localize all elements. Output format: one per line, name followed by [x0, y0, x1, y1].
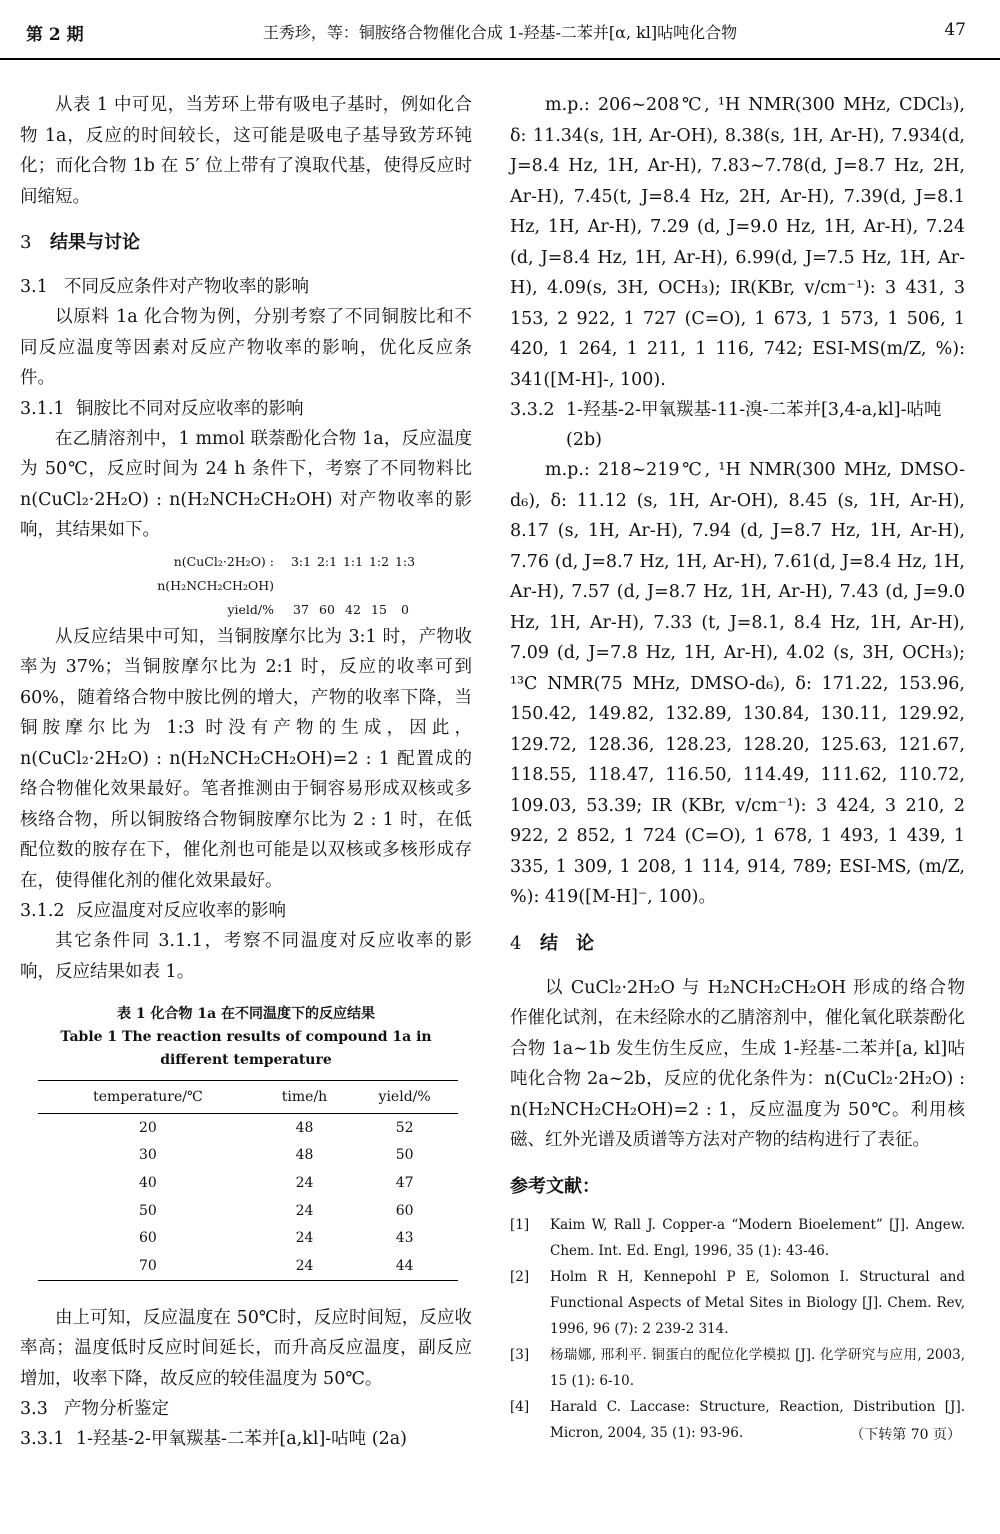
running-header [0, 0, 1000, 60]
section-3-1-1-heading: 3.1.1 铜胺比不同对反应收率的影响 [20, 398, 304, 419]
table-cell: 44 [351, 1252, 458, 1280]
table-cell: 48 [295, 1119, 314, 1136]
ratio-value: 3:1 [290, 553, 312, 569]
table-header-row [38, 1081, 458, 1114]
table-row [38, 1252, 458, 1280]
page-number: 47 [944, 20, 966, 40]
table-row [38, 1114, 458, 1142]
section-3-3-1-heading: 3.3.1 1-羟基-2-甲氧羰基-二苯并[a,kl]-呫吨 (2a) [20, 1429, 407, 1450]
right-column [510, 90, 965, 1444]
section-4-heading: 4 结 论 [510, 932, 594, 954]
table-cell: 48 [295, 1147, 314, 1164]
table-caption-en-2: different temperature [160, 1052, 332, 1068]
section-3-1-heading: 3.1 不同反应条件对产物收率的影响 [20, 277, 309, 297]
running-title: 王秀珍，等：铜胺络合物催化合成 1-羟基-二苯并[α, kl]呫吨化合物 [262, 23, 738, 42]
ratio-discussion-paragraph: 从反应结果中可知，当铜胺摩尔比为 3:1 时，产物收率为 37%；当铜胺摩尔比为 2:1 时，反应的收率可到 60%，随着络合物中胺比例的增大，产物的收率下降，当铜胺摩尔比为 1:3 时没有产物的生成，因此，n(CuCl₂·2H₂O) : n(H₂NCH₂CH₂OH)=2 : 1 配置成的络合物催化效果最好。笔者推测由于铜容易形成双核或多核络合物，所以铜胺络合物铜胺摩尔比为 2 : 1 时，在低配位数的胺存在下，催化剂也可能是以双核或多核形成存在，使得催化剂的催化效果最好。 [20, 626, 472, 891]
table-caption-en-1: Table 1 The reaction results of compound 1a in [60, 1029, 432, 1045]
issue-label: 第 2 期 [26, 25, 84, 45]
table-row [38, 1169, 458, 1197]
section-3-3-heading: 3.3 产物分析鉴定 [20, 1399, 169, 1420]
table-cell: 40 [138, 1174, 157, 1191]
reference-list [510, 1212, 965, 1446]
section-3-1-1-paragraph: 在乙腈溶剂中，1 mmol 联萘酚化合物 1a，反应温度为 50℃，反应时间为 24 h 条件下，考察了不同物料比 n(CuCl₂·2H₂O) : n(H₂NCH₂CH₂OH) 对产物收率的影响，其结果如下。 [20, 428, 472, 540]
yield-value: 60 [319, 601, 335, 617]
yield-value: 0 [401, 601, 409, 617]
yield-value: 37 [293, 601, 309, 617]
ratio-value: 1:2 [368, 553, 390, 569]
ratio-label: n(CuCl₂·2H₂O) : n(H₂NCH₂CH₂OH) [157, 553, 274, 593]
section-3-heading: 3 结果与讨论 [20, 232, 140, 253]
table-cell: 30 [138, 1147, 157, 1164]
reference-item: [2] Holm R H, Kennepohl P E, Solomon I. Structural and Functional Aspects of Metal Sites in Biology [J]. Chem. Rev, 1996, 96 (7): 2 239-2 314. [510, 1268, 965, 1337]
table-cell: 24 [295, 1230, 314, 1247]
table-row [38, 1197, 458, 1225]
ratio-value: 1:1 [342, 553, 364, 569]
section-3-1-2-heading: 3.1.2 反应温度对反应收率的影响 [20, 901, 286, 921]
results-table [38, 1080, 458, 1281]
section-3-1-2-paragraph: 其它条件同 3.1.1，考察不同温度对反应收率的影响，反应结果如表 1。 [20, 931, 472, 982]
yield-value: 15 [371, 601, 387, 617]
table-cell: 60 [138, 1230, 157, 1247]
yield-label: yield/% [227, 601, 274, 617]
compound-2b-data: m.p.: 218~219℃, ¹H NMR(300 MHz, DMSO-d₆), δ: 11.12 (s, 1H, Ar-OH), 8.45 (s, 1H, Ar-H), 8.17 (s, 1H, Ar-H), 7.94 (d, J=8.7 Hz, 1H, Ar-H), 7.76 (d, J=8.7 Hz, 1H, Ar-H), 7.61(d, J=8.4 Hz, 1H, Ar-H), 7.57 (d, J=8.7 Hz, 1H, Ar-H), 7.43 (d, J=9.0 Hz, 1H, Ar-H), 7.33 (t, J=8.1, 8.4 Hz, 1H, Ar-H), 7.09 (d, J=7.8 Hz, 1H, Ar-H), 4.02 (s, 3H, OCH₃); ¹³C NMR(75 MHz, DMSO-d₆), δ: 171.22, 153.96, 150.42, 149.82, 132.89, 130.84, 130.11, 129.92, 129.72, 128.36, 128.23, 128.20, 125.63, 121.67, 118.55, 118.47, 116.50, 114.49, 111.62, 110.72, 109.03, 53.39; IR (KBr, v/cm⁻¹): 3 424, 3 210, 2 922, 2 852, 1 724 (C=O), 1 678, 1 493, 1 439, 1 335, 1 309, 1 208, 1 114, 914, 789; ESI-MS, (m/Z, %): 419([M-H]⁻, 100)。 [510, 460, 965, 907]
table-caption-cn: 表 1 化合物 1a 在不同温度下的反应结果 [116, 1006, 376, 1022]
table-cell: 24 [258, 1252, 351, 1280]
table-caption [20, 1003, 472, 1072]
table-row [38, 1142, 458, 1170]
continued-note: （下转第 70 页） [850, 1426, 961, 1443]
table-cell: 70 [38, 1252, 258, 1280]
conclusion-paragraph: 以 CuCl₂·2H₂O 与 H₂NCH₂CH₂OH 形成的络合物作催化试剂，在未经除水的乙腈溶剂中，催化氧化联萘酚化合物 1a~1b 发生仿生反应，生成 1-羟基-二苯并[a, kl]呫吨化合物 2a~2b，反应的优化条件为：n(CuCl₂·2H₂O) : n(H₂NCH₂CH₂OH)=2 : 1，反应温度为 50℃。利用核磁、红外光谱及质谱等方法对产物的结构进行了表征。 [510, 977, 965, 1150]
ratio-row [56, 550, 472, 598]
table-cell: 52 [395, 1119, 414, 1136]
compound-2a-data: m.p.: 206~208℃, ¹H NMR(300 MHz, CDCl₃), δ: 11.34(s, 1H, Ar-OH), 8.38(s, 1H, Ar-H), 7.934(d, J=8.4 Hz, 1H, Ar-H), 7.83~7.78(d, J=8.7 Hz, 2H, Ar-H), 7.45(t, J=8.4 Hz, 2H, Ar-H), 7.39(d, J=8.1 Hz, 1H, Ar-H), 7.29 (d, J=9.0 Hz, 1H, Ar-H), 7.24 (d, J=8.4 Hz, 1H, Ar-H), 6.99(d, J=7.5 Hz, 1H, Ar-H), 4.09(s, 3H, OCH₃); IR(KBr, v/cm⁻¹): 3 431, 3 153, 2 922, 1 727 (C=O), 1 673, 1 573, 1 506, 1 420, 1 264, 1 211, 1 116, 742; ESI-MS(m/Z, %): 341([M-H]-, 100). [510, 95, 965, 390]
table-cell: 60 [395, 1202, 414, 1219]
table-cell: 24 [295, 1202, 314, 1219]
table-row [38, 1224, 458, 1252]
reference-item: [3] 杨瑞娜, 邢利平. 铜蛋白的配位化学模拟 [J]. 化学研究与应用, 2003, 15 (1): 6-10. [510, 1346, 965, 1389]
reference-item: [4] Harald C. Laccase: Structure, Reaction, Distribution [J]. Micron, 2004, 35 (1): 93-96. [510, 1398, 965, 1441]
section-3-3-2-heading: 3.3.2 1-羟基-2-甲氧羰基-11-溴-二苯并[3,4-a,kl]-呫吨(2b) [510, 400, 942, 450]
temperature-discussion-paragraph: 由上可知，反应温度在 50℃时，反应时间短，反应收率高；温度低时反应时间延长，而升高反应温度，副反应增加，收率下降，故反应的较佳温度为 50℃。 [20, 1307, 472, 1389]
yield-row [56, 598, 472, 622]
table-cell: 50 [395, 1147, 414, 1164]
table-header: yield/% [351, 1081, 458, 1114]
references-heading: 参考文献： [510, 1175, 600, 1197]
table-header: temperature/℃ [38, 1081, 258, 1114]
reference-item: [1] Kaim W, Rall J. Copper-a “Modern Bioelement” [J]. Angew. Chem. Int. Ed. Engl, 1996, 35 (1): 43-46. [510, 1216, 965, 1259]
table-cell: 50 [138, 1202, 157, 1219]
table-cell: 20 [138, 1119, 157, 1136]
table-cell: 47 [395, 1174, 414, 1191]
section-3-1-paragraph: 以原料 1a 化合物为例，分别考察了不同铜胺比和不同反应温度等因素对反应产物收率的影响，优化反应条件。 [20, 307, 472, 388]
table-header: time/h [258, 1081, 351, 1114]
ratio-value: 1:3 [394, 553, 416, 569]
left-column [20, 90, 472, 1454]
ratio-value: 2:1 [316, 553, 338, 569]
intro-paragraph: 从表 1 中可见，当芳环上带有吸电子基时，例如化合物 1a，反应的时间较长，这可能是吸电子基导致芳环钝化；而化合物 1b 在 5′ 位上带有了溴取代基，使得反应时间缩短。 [20, 95, 472, 207]
table-cell: 24 [295, 1174, 314, 1191]
yield-value: 42 [345, 601, 361, 617]
table-cell: 43 [395, 1230, 414, 1247]
